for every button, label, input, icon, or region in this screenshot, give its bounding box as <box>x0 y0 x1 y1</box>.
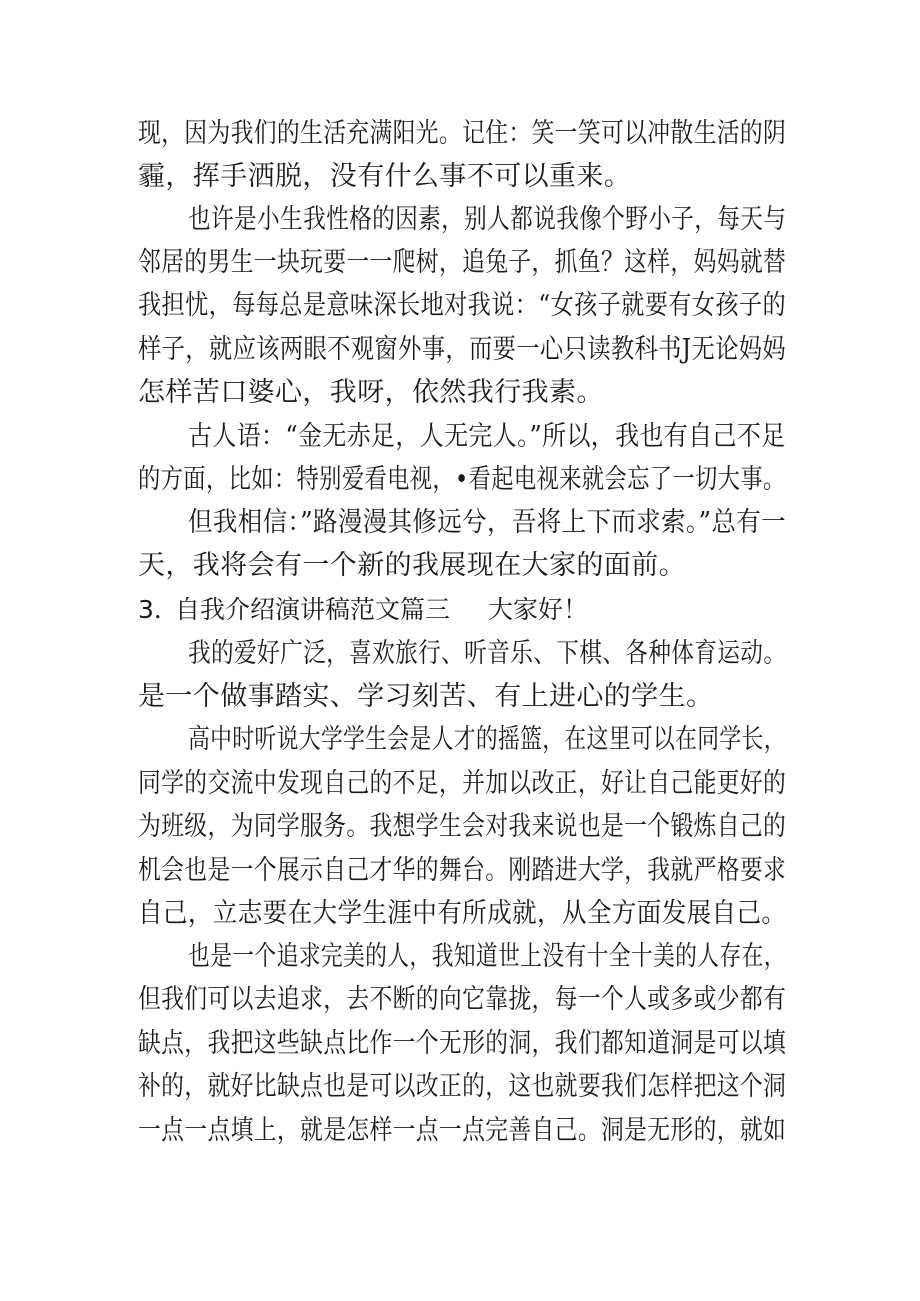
text-line: 补的，就好比缺点也是可以改正的，这也就要我们怎样把这个洞 <box>138 1071 787 1102</box>
text-line: 为班级，为同学服务。我想学生会对我来说也是一个锻炼自己的 <box>138 811 787 842</box>
section-title: 自我介绍演讲稿范文篇三 <box>175 595 451 624</box>
text-line: 机会也是一个展示自己才华的舞台。刚踏进大学，我就严格要求 <box>138 855 787 886</box>
text-line: 样子，就应该两眼不观窗外事，而要一心只读教科书J无论妈妈 <box>138 334 787 365</box>
text-line: 邻居的男生一块玩要一一爬树，追兔子，抓鱼？这样，妈妈就替 <box>138 247 787 278</box>
text-line: 缺点，我把这些缺点比作一个无形的洞，我们都知道洞是可以填 <box>138 1028 787 1059</box>
text-line: 高中时听说大学学生会是人才的摇篮，在这里可以在同学长， <box>188 724 786 755</box>
text-line: 一点一点填上，就是怎样一点一点完善自己。洞是无形的，就如 <box>138 1115 787 1146</box>
text-line: 霾，挥手洒脱，没有什么事不可以重来。 <box>138 161 632 192</box>
text-line: 古人语：“金无赤足，人无完人。”所以，我也有自己不足 <box>188 421 786 452</box>
text-line: 自己，立志要在大学生涯中有所成就，从全方面发展自己。 <box>138 898 787 929</box>
text-line: 我的爱好广泛，喜欢旅行、听音乐、下棋、各种体育运动。 <box>188 638 787 669</box>
text-line: 怎样苦口婆心，我呀，依然我行我素。 <box>138 377 604 408</box>
text-line: 但我们可以去追求，去不断的向它靠拢，每一个人或多或少都有 <box>138 984 787 1015</box>
section-number: 3． <box>138 595 179 624</box>
text-line: 是一个做事踏实、学习刻苦、有上进心的学生。 <box>138 681 714 712</box>
text-line: 天，我将会有一个新的我展现在大家的面前。 <box>138 550 686 581</box>
text-line: 现，因为我们的生活充满阳光。记住：笑一笑可以冲散生活的阴 <box>138 118 787 149</box>
text-line: 我担忧，每每总是意味深长地对我说：“女孩子就要有女孩子的 <box>138 290 787 321</box>
text-line: 但我相信：”路漫漫其修远兮，吾将上下而求索。”总有一 <box>188 507 787 538</box>
text-line: 也是一个追求完美的人，我知道世上没有十全十美的人存在， <box>188 941 786 972</box>
text-line: 同学的交流中发现自己的不足，并加以改正，好让自己能更好的 <box>138 768 787 799</box>
text-line: 也许是小生我性格的因素，别人都说我像个野小子，每天与 <box>188 204 787 235</box>
text-line: 的方面，比如：特别爱看电视，•看起电视来就会忘了一切大事。 <box>138 464 786 495</box>
section-greeting: 大家好！ <box>488 595 589 624</box>
